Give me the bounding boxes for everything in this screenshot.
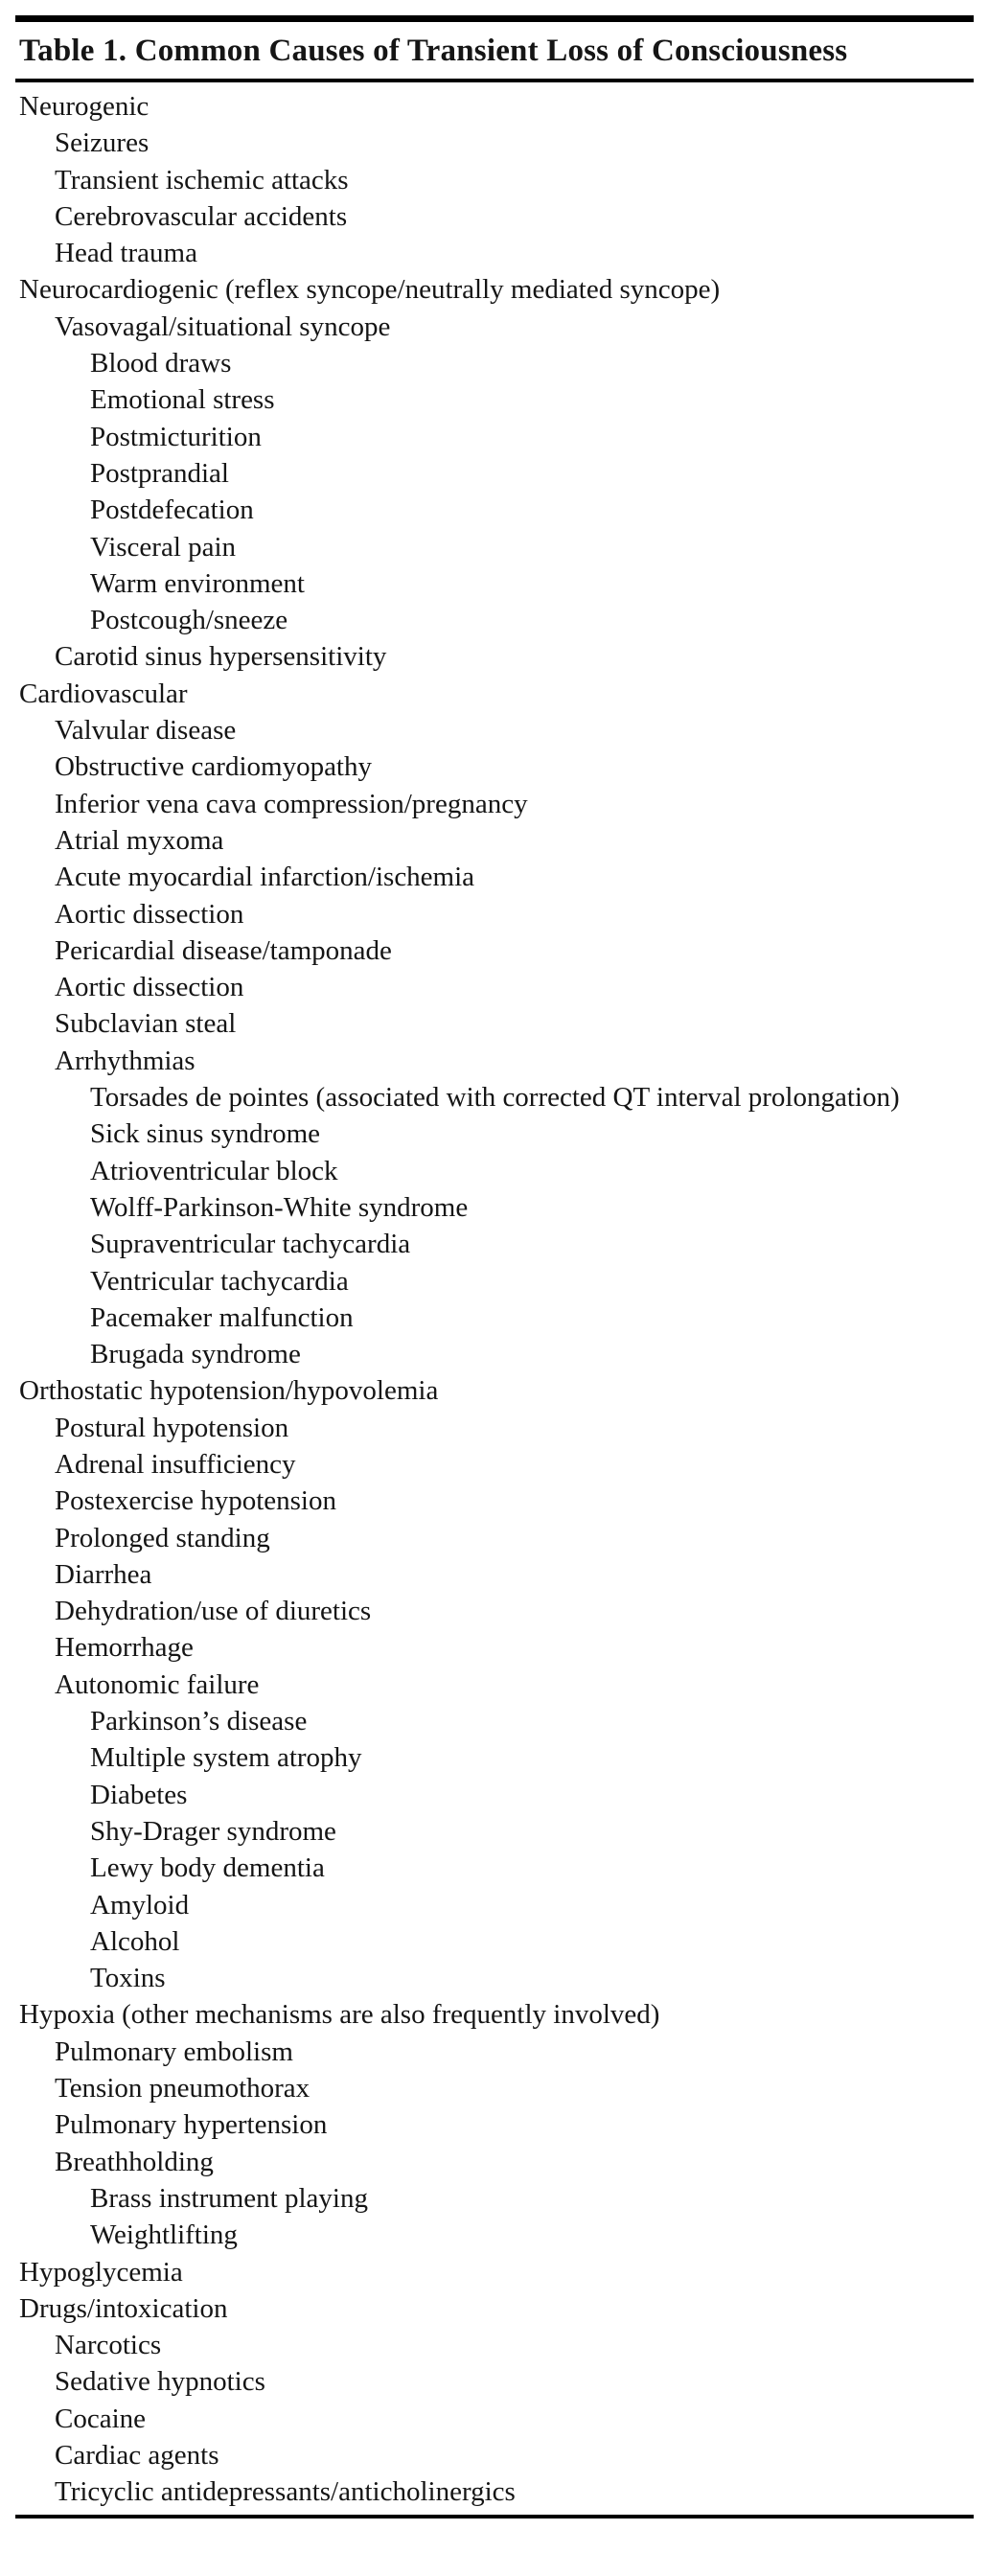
- table-row: Postcough/sneeze: [90, 605, 288, 636]
- table-row: Amyloid: [90, 1889, 190, 1920]
- table-row: Cocaine: [55, 2403, 147, 2434]
- table-row: Dehydration/use of diuretics: [55, 1596, 372, 1627]
- bottom-rule: [15, 2515, 974, 2518]
- table-row: Pericardial disease/tamponade: [55, 934, 392, 966]
- table-row: Orthostatic hypotension/hypovolemia: [19, 1375, 439, 1407]
- table-row: Inferior vena cava compression/pregnancy: [55, 788, 528, 819]
- table-row: Arrhythmias: [55, 1045, 196, 1076]
- table-row: Tricyclic antidepressants/anticholinergics: [55, 2476, 516, 2508]
- table-row: Tension pneumothorax: [55, 2073, 310, 2104]
- table-title: Table 1. Common Causes of Transient Loss of Consciousness: [19, 34, 848, 68]
- table-row: Shy-Drager syndrome: [90, 1815, 336, 1847]
- table-row: Cardiac agents: [55, 2440, 219, 2471]
- table-row: Torsades de pointes (associated with corrected QT interval prolongation): [90, 1082, 900, 1114]
- table-row: Ventricular tachycardia: [90, 1265, 349, 1297]
- table-row: Blood draws: [90, 348, 232, 380]
- table-row: Alcohol: [90, 1925, 180, 1957]
- table-row: Transient ischemic attacks: [55, 164, 349, 196]
- table-row: Narcotics: [55, 2330, 162, 2361]
- table-row: Sick sinus syndrome: [90, 1118, 321, 1150]
- table-row: Vasovagal/situational syncope: [55, 310, 391, 342]
- table-row: Atrioventricular block: [90, 1155, 338, 1186]
- table-row: Carotid sinus hypersensitivity: [55, 641, 387, 673]
- table-row: Postmicturition: [90, 421, 262, 452]
- table-row: Cerebrovascular accidents: [55, 200, 348, 232]
- table-row: Sedative hypnotics: [55, 2366, 265, 2398]
- table-row: Acute myocardial infarction/ischemia: [55, 862, 475, 893]
- table-row: Drugs/intoxication: [19, 2292, 228, 2324]
- table-row: Hemorrhage: [55, 1632, 194, 1664]
- table-row: Diabetes: [90, 1779, 188, 1810]
- table-row: Atrial myxoma: [55, 824, 224, 856]
- table-row: Obstructive cardiomyopathy: [55, 751, 372, 783]
- table-row: Supraventricular tachycardia: [90, 1229, 411, 1260]
- table-row: Toxins: [90, 1963, 166, 1994]
- table-row: Valvular disease: [55, 715, 237, 747]
- table-row: Visceral pain: [90, 531, 237, 563]
- table-row: Adrenal insufficiency: [55, 1448, 296, 1480]
- table-row: Postural hypotension: [55, 1412, 289, 1443]
- table-row: Pulmonary hypertension: [55, 2109, 328, 2141]
- table-row: Multiple system atrophy: [90, 1742, 362, 1774]
- table-row: Warm environment: [90, 567, 305, 599]
- table-row: Seizures: [55, 127, 150, 159]
- table-row: Breathholding: [55, 2146, 214, 2177]
- table-1: [15, 15, 974, 2518]
- table-row: Wolff-Parkinson-White syndrome: [90, 1191, 469, 1223]
- table-row: Lewy body dementia: [90, 1852, 325, 1884]
- table-row: Hypoxia (other mechanisms are also frequently involved): [19, 1999, 660, 2031]
- table-row: Postdefecation: [90, 494, 254, 526]
- table-row: Subclavian steal: [55, 1008, 237, 1040]
- table-row: Parkinson’s disease: [90, 1706, 308, 1737]
- top-rule: [15, 15, 974, 22]
- table-row: Prolonged standing: [55, 1522, 270, 1553]
- table-row: Emotional stress: [90, 384, 275, 416]
- table-row: Autonomic failure: [55, 1668, 260, 1700]
- table-row: Hypoglycemia: [19, 2256, 183, 2288]
- table-row: Brugada syndrome: [90, 1339, 301, 1370]
- table-body: [15, 82, 974, 2515]
- table-row: Head trauma: [55, 238, 197, 269]
- table-row: Weightlifting: [90, 2220, 238, 2251]
- table-row: Postprandial: [90, 457, 229, 489]
- table-row: Pacemaker malfunction: [90, 1301, 354, 1333]
- table-row: Aortic dissection: [55, 972, 244, 1003]
- table-row: Brass instrument playing: [90, 2182, 368, 2214]
- table-row: Aortic dissection: [55, 898, 244, 930]
- table-row: Cardiovascular: [19, 678, 188, 709]
- table-row: Neurogenic: [19, 91, 150, 122]
- table-row: Pulmonary embolism: [55, 2036, 293, 2067]
- table-row: Postexercise hypotension: [55, 1485, 336, 1517]
- table-row: Neurocardiogenic (reflex syncope/neutrally mediated syncope): [19, 274, 721, 306]
- table-row: Diarrhea: [55, 1558, 152, 1590]
